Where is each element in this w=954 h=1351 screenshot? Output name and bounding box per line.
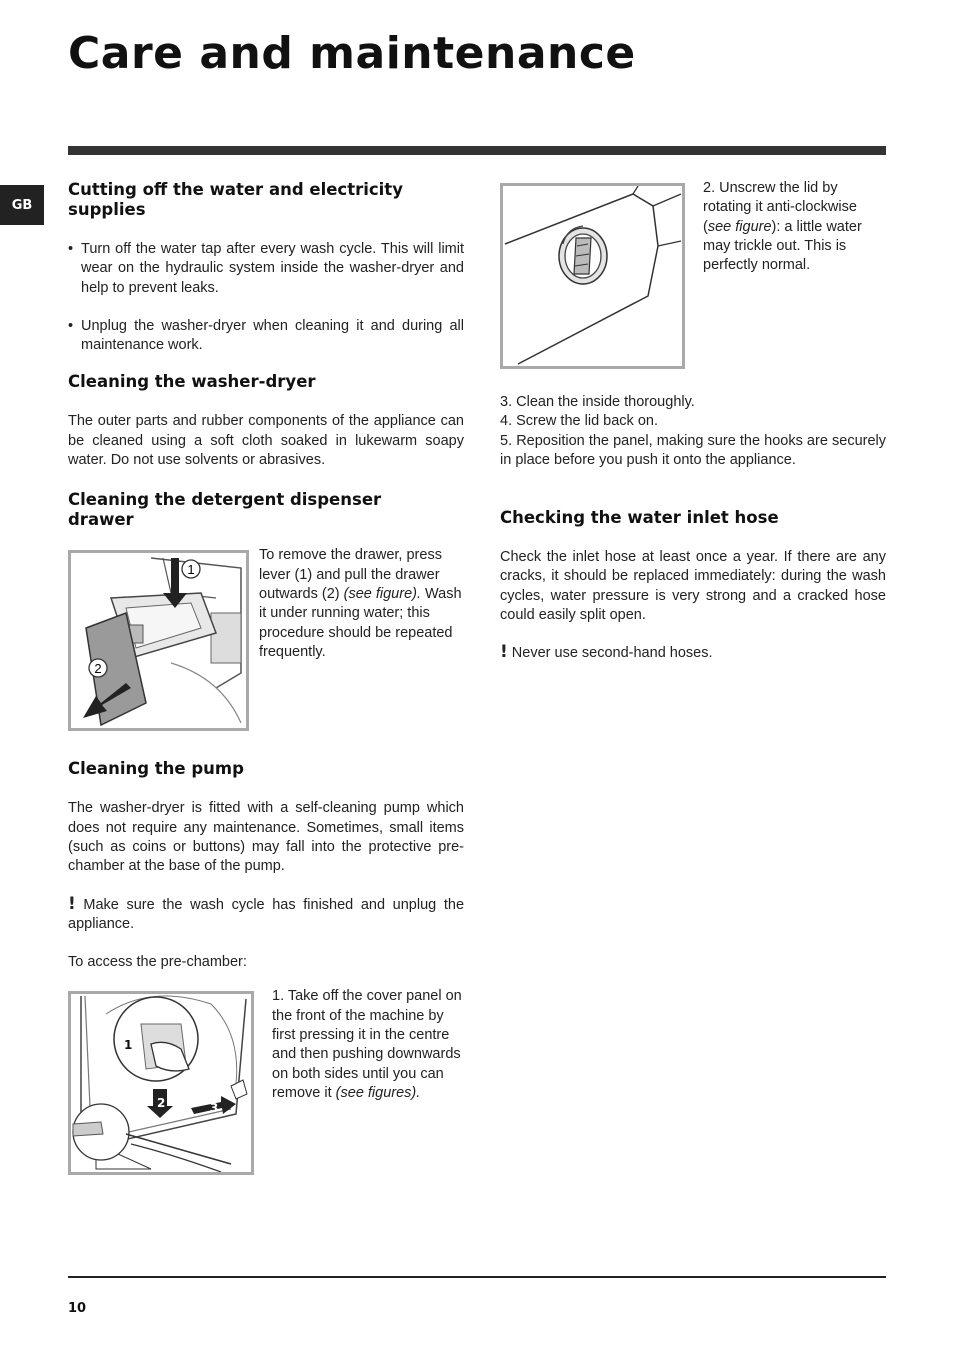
title-divider [68, 146, 886, 155]
heading-cutoff: Cutting off the water and electricity supplies [68, 180, 403, 219]
bullet-text: Unplug the washer-dryer when cleaning it and during all maintenance work. [81, 317, 464, 354]
pump-step4-text: 4. Screw the lid back on. [500, 413, 658, 430]
list-item [68, 240, 464, 298]
warning-icon: ! [68, 893, 76, 914]
pump-step1-text: 1. Take off the cover panel on the front of the machine by first pressing it in the centre and then pushing downwards on both sides until you can remove it (see figures). [272, 988, 462, 1101]
bullet-icon: • [68, 317, 74, 334]
figure-label: 2 [94, 661, 102, 677]
detergent-drawer-row [68, 547, 464, 731]
pump-step1-row [68, 988, 464, 1175]
page-number: 10 [68, 1301, 87, 1316]
bullet-text: Turn off the water tap after every wash cycle. This will limit wear on the hydraulic system inside the washer-dryer and help to prevent leaks. [81, 241, 464, 296]
figure-label: 2 [157, 1096, 166, 1111]
pump-access-intro: To access the pre-chamber: [68, 954, 247, 971]
pump-step3-text: 3. Clean the inside thoroughly. [500, 394, 695, 410]
inlet-hose-text: Check the inlet hose at least once a year. If there are any cracks, it should be replaced immediately: during the wash cycles, water pressure is very strong and a cracked hose could easily split open. [500, 549, 886, 624]
bullet-icon: • [68, 241, 74, 257]
list-item [68, 317, 464, 356]
pump-warning: ! Make sure the wash cycle has finished and unplug the appliance. [68, 893, 465, 932]
pump-text: The washer-dryer is fitted with a self-cleaning pump which does not require any maintenance. Sometimes, small items (such as coins or buttons) may fall into the protective pre-chamber at the base of the pump. [68, 800, 464, 875]
heading-pump: Cleaning the pump [68, 759, 244, 779]
pump-lid-figure [500, 183, 685, 369]
figure-label: 1 [187, 562, 195, 578]
pump-step2-text: 2. Unscrew the lid by rotating it anti-clockwise (see figure): a little water may trickle out. This is perfectly normal. [703, 180, 862, 274]
language-tab: GB [0, 185, 44, 225]
section-detergent-drawer [68, 490, 464, 731]
cover-panel-figure [68, 991, 254, 1175]
section-pump [68, 759, 464, 1175]
footer-divider [68, 1276, 886, 1278]
cover-panel-illustration [71, 994, 251, 1172]
pump-lid-illustration [503, 186, 682, 366]
left-column [68, 180, 464, 1175]
pump-step2-row [500, 180, 886, 369]
drawer-figure [68, 550, 249, 731]
heading-inlet-hose: Checking the water inlet hose [500, 508, 779, 528]
right-column [500, 180, 886, 664]
detergent-drawer-text: To remove the drawer, press lever (1) and pull the drawer outwards (2) (see figure). Wash it under running water; this procedure should be repeated frequently. [259, 547, 462, 660]
figure-label: 3 [210, 1101, 219, 1116]
pump-step5-text: 5. Reposition the panel, making sure the hooks are securely in place before you push it onto the appliance. [500, 432, 886, 468]
drawer-illustration [71, 553, 246, 728]
heading-cleaning-washer: Cleaning the washer-dryer [68, 372, 316, 392]
section-cutoff [68, 180, 464, 355]
cleaning-washer-text: The outer parts and rubber components of the appliance can be cleaned using a soft cloth soaked in lukewarm soapy water. Do not use solvents or abrasives. [68, 413, 464, 469]
warning-icon: ! [500, 642, 508, 663]
pump-steps-list [500, 393, 886, 470]
section-inlet-hose [500, 508, 886, 663]
page-title: Care and maintenance [68, 28, 636, 79]
figure-label: 1 [124, 1038, 133, 1053]
section-cleaning-washer [68, 372, 464, 470]
inlet-hose-warning: ! Never use second-hand hoses. [500, 642, 713, 663]
heading-detergent-drawer: Cleaning the detergent dispenser drawer [68, 490, 382, 530]
